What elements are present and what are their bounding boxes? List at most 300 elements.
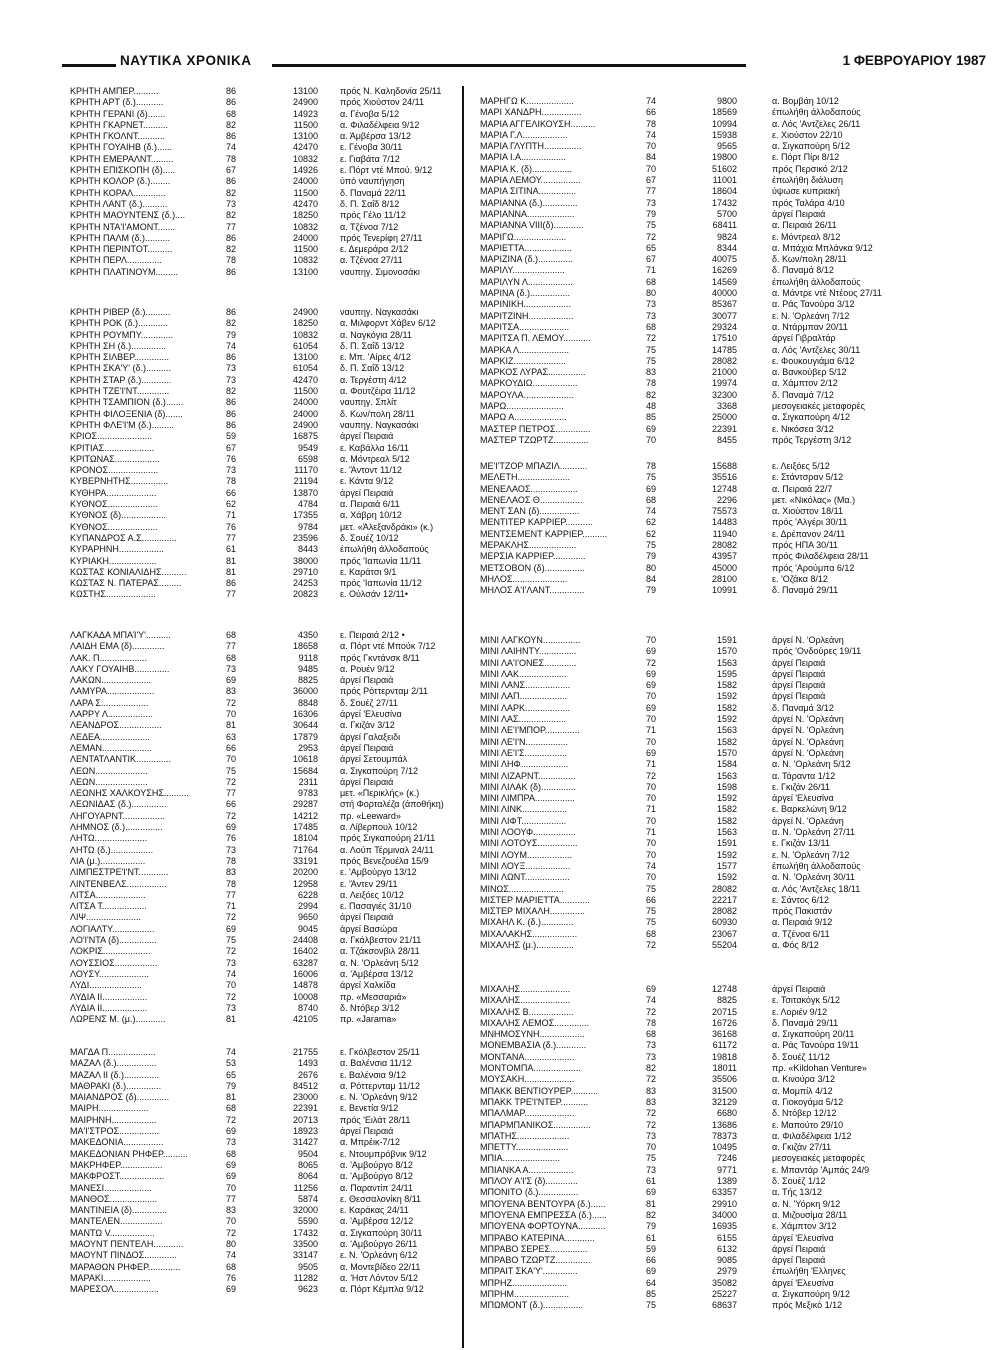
build-year: 74 <box>645 96 656 106</box>
ship-name: ΜΑΡΙΤΣΑ.................... <box>480 321 570 332</box>
tonnage: 4784 <box>297 499 318 510</box>
position-note: α. Βανκούβερ 5/12 <box>772 367 847 378</box>
tonnage: 28082 <box>711 883 737 894</box>
build-year: 81 <box>225 566 236 577</box>
position-note: α. Σιγκαπούρη 30/11 <box>340 1227 423 1238</box>
build-year: 86 <box>225 352 236 363</box>
position-note: δ. Κων/πολη 28/11 <box>772 254 847 265</box>
ship-name: ΛΩΡΕΝΣ Μ. (μ.)............ <box>70 1014 166 1025</box>
position-note: α. Λός 'Αντζελες 26/11 <box>772 118 861 129</box>
build-year: 81 <box>645 1198 656 1209</box>
ship-name: ΜΙΝΙ ΛΑΡΚ.................. <box>480 702 571 713</box>
ship-name: ΛΕΩΝ..................... <box>70 776 148 787</box>
tonnage: 10495 <box>711 1142 737 1153</box>
position-note: α. Σιγκαπούρη 7/12 <box>340 765 419 776</box>
position-note: δ. Σουέζ 10/12 <box>340 532 399 543</box>
build-year: 69 <box>645 483 656 494</box>
tonnage: 16726 <box>711 1017 737 1028</box>
build-year: 73 <box>645 310 656 321</box>
tonnage: 17485 <box>292 822 318 833</box>
build-year: 72 <box>645 333 656 344</box>
tonnage: 15938 <box>711 129 737 140</box>
tonnage: 60930 <box>711 917 737 928</box>
build-year: 69 <box>645 646 656 657</box>
ship-name: ΜΑΡΩ Α..................... <box>480 412 567 423</box>
position-note: πρός Ρόττερνταμ 2/11 <box>340 686 428 697</box>
ship-name: ΜΙΝΙ ΛΙΝΚ.................. <box>480 804 568 815</box>
tonnage: 1592 <box>716 691 737 702</box>
tonnage: 23000 <box>292 1092 318 1103</box>
tonnage: 24000 <box>292 408 318 419</box>
build-year: 68 <box>645 494 656 505</box>
ship-name: ΚΡΗΤΗ ΠΕΡΛ.............. <box>70 255 162 266</box>
ship-name: ΜΑΡΙΑ ΣΙΤΙΝΑ............... <box>480 186 577 197</box>
ship-name: ΜΑΡΚΟΥΔΙΩ.................. <box>480 378 578 389</box>
position-note: δ. Π. Σαΐδ 8/12 <box>340 198 400 209</box>
tonnage: 13686 <box>711 1119 737 1130</box>
position-note: άργεί Ν. 'Ορλεάνη <box>772 815 844 826</box>
ship-name: ΜΙΣΤΕΡ ΜΑΡΙΕΤΤΑ............ <box>480 894 590 905</box>
position-note: ε. Καράκας 24/11 <box>340 1205 409 1216</box>
position-note: πρός Τεργέστη 3/12 <box>772 434 852 445</box>
position-note: πρός Χιούστον 24/11 <box>340 97 424 108</box>
position-note: ε. Βαρκελώνη 9/12 <box>772 804 847 815</box>
build-year: 86 <box>225 232 236 243</box>
ship-name: ΜΙΝΙ ΛΩΝΤ.................. <box>480 872 570 883</box>
ship-name: ΜΑΙΡΗΝΗ.................. <box>70 1114 157 1125</box>
position-note: άργεί Πειραιά <box>340 742 394 753</box>
tonnage: 2979 <box>716 1266 737 1277</box>
position-note: ναυπηγ. Ναγκασάκι <box>340 307 419 317</box>
ship-name: ΚΡΗΤΗ ΣΗ (δ.).............. <box>70 340 167 351</box>
position-note: α. Τεργέστη 4/12 <box>340 374 407 385</box>
position-note: δ. Παναμά 7/12 <box>772 389 834 400</box>
tonnage: 1563 <box>716 827 737 838</box>
build-year: 66 <box>225 742 236 753</box>
position-note: πρός 'Ιαπωνία 11/11 <box>340 555 422 566</box>
ship-name: ΚΥΡΑΡΗΝΗ.................. <box>70 544 164 555</box>
ship-name: ΜΑΖΑΛ (δ.)................ <box>70 1058 157 1069</box>
ship-name: ΜΙΝΙ ΛΑΚ................... <box>480 668 567 679</box>
build-year: 69 <box>645 1187 656 1198</box>
build-year: 71 <box>645 804 656 815</box>
position-note: ε. Τσιτακόγκ 5/12 <box>772 995 840 1006</box>
build-year: 82 <box>225 386 236 397</box>
position-note: πρ. «Jarama» <box>340 1014 397 1025</box>
tonnage: 35082 <box>711 1277 737 1288</box>
ship-name: ΜΕ'Ι'ΤΖΟΡ ΜΠΑΖΙΛ........... <box>480 461 588 471</box>
build-year: 77 <box>225 1193 236 1204</box>
position-note: ε. Δεμεράρα 2/12 <box>340 244 409 255</box>
build-year: 66 <box>225 487 236 498</box>
ship-name: ΜΟΝΤΑΝΑ.................... <box>480 1051 575 1062</box>
position-note: πρός Σιγκαπούρη 21/11 <box>340 833 436 844</box>
position-note: άργεί Σετουμπάλ <box>340 754 408 765</box>
ship-name: ΚΡΗΤΗ ΚΟΛΟΡ (δ.)........ <box>70 176 171 187</box>
build-year: 69 <box>225 822 236 833</box>
tonnage: 16402 <box>292 946 318 957</box>
ship-name: ΜΑΡΙΑΝΝΑ VIII(δ)............ <box>480 220 584 231</box>
build-year: 70 <box>645 714 656 725</box>
position-note: πρός 'Ειλάτ 28/11 <box>340 1114 411 1125</box>
ship-name: ΜΠΙΑ....................... <box>480 1153 561 1164</box>
build-year: 77 <box>225 889 236 900</box>
tonnage: 40000 <box>711 288 737 299</box>
position-note: α. Βομβάη 10/12 <box>772 96 839 106</box>
tonnage: 42470 <box>292 198 318 209</box>
ship-name: ΛΟΥΣΣΙΟΣ................. <box>70 957 158 968</box>
build-year: 82 <box>645 1063 656 1074</box>
tonnage: 15688 <box>711 461 737 471</box>
position-note: α. Μπάχια Μπλάνκα 9/12 <box>772 242 873 253</box>
tonnage: 9085 <box>716 1255 737 1266</box>
tonnage: 11500 <box>293 386 318 397</box>
build-year: 74 <box>225 142 236 153</box>
tonnage: 6598 <box>297 453 318 464</box>
position-note: δ. Παναμά 3/12 <box>772 702 834 713</box>
build-year: 74 <box>225 1047 236 1057</box>
build-year: 75 <box>645 883 656 894</box>
build-year: 82 <box>225 244 236 255</box>
tonnage: 11500 <box>293 187 318 198</box>
build-year: 70 <box>645 793 656 804</box>
build-year: 68 <box>225 652 236 663</box>
position-note: α. Μόντρεαλ 5/12 <box>340 453 410 464</box>
ship-name: ΛΑΙΔΗ ΕΜΑ (δ)............. <box>70 641 165 652</box>
ship-name: ΜΙΝΙ ΛΙΦΤ.................. <box>480 815 567 826</box>
tonnage: 10832 <box>292 221 318 232</box>
tonnage: 9623 <box>297 1284 318 1295</box>
tonnage: 8064 <box>297 1171 318 1182</box>
ship-name: ΜΑΖΑΛ ΙΙ (δ.).............. <box>70 1069 160 1080</box>
build-year: 80 <box>645 288 656 299</box>
ship-name: ΚΡΗΤΗ ΦΛΕ'Ι'Μ (δ.)......... <box>70 419 175 430</box>
position-note: δ. Π. Σαΐδ 13/12 <box>340 363 405 374</box>
tonnage: 8455 <box>716 434 737 445</box>
tonnage: 10991 <box>711 585 737 596</box>
ship-name: ΛΕΝΤΑΤΛΑΝΤΙΚ.............. <box>70 754 172 765</box>
build-year: 73 <box>225 957 236 968</box>
ship-name: ΜΠΡΑΙΤ ΣΚΑ'Υ'.............. <box>480 1266 578 1277</box>
position-note: μετ. «Νικόλας» (Μα.) <box>772 494 856 505</box>
position-note: α. Άμβέρσα 13/12 <box>340 131 411 142</box>
position-note: άργεί Χαλκίδα <box>340 980 396 991</box>
ship-name: ΜΟΥΣΑΚΗ.................... <box>480 1074 575 1085</box>
ship-name: ΜΑΝΤΙΝΕΙΑ (δ).............. <box>70 1205 168 1216</box>
build-year: 75 <box>645 1153 656 1164</box>
build-year: 70 <box>645 635 656 645</box>
position-note: πρός 'Αρούμπα 6/12 <box>772 562 855 573</box>
tonnage: 18011 <box>712 1063 737 1074</box>
build-year: 81 <box>225 720 236 731</box>
tonnage: 43957 <box>711 551 737 562</box>
build-year: 72 <box>645 1108 656 1119</box>
position-note: πρ. «Leeward» <box>340 810 401 821</box>
tonnage: 32129 <box>711 1096 737 1107</box>
position-note: α. Ράς Τανούρα 3/12 <box>772 299 855 310</box>
ship-name: ΛΥΔΙ..................... <box>70 980 142 991</box>
ship-name: ΚΥΠΑΝΔΡΟΣ Α.Σ.............. <box>70 532 177 543</box>
position-note: ε. Γκιζάν 26/11 <box>772 781 830 792</box>
tonnage: 7246 <box>716 1153 737 1164</box>
tonnage: 9771 <box>716 1164 737 1175</box>
tonnage: 18569 <box>711 107 737 118</box>
ship-name: ΜΑΡΙΛΥ..................... <box>480 265 565 276</box>
ship-name: ΜΑΡΙΝΑ (δ.)................ <box>480 288 571 299</box>
position-note: α. Λειξόες 10/12 <box>340 889 404 900</box>
position-note: α. Πόρτ ντέ Μπούκ 7/12 <box>340 641 436 652</box>
build-year: 73 <box>225 374 236 385</box>
tonnage: 9549 <box>297 442 318 453</box>
tonnage: 15684 <box>292 765 318 776</box>
ship-name: ΛΙΝΤΕΝΒΕΛΣ................ <box>70 878 167 889</box>
build-year: 73 <box>645 299 656 310</box>
tonnage: 1582 <box>716 680 737 691</box>
position-note: α. Λός 'Αντζελες 18/11 <box>772 883 861 894</box>
position-note: α. Τζένοα 6/11 <box>772 928 830 939</box>
position-note: α. Πειραιά 22/7 <box>772 483 833 494</box>
position-note: α. Λούπ Τέρμιναλ 24/11 <box>340 844 434 855</box>
ship-name: ΜΙΝΙ ΛΑ'Ι'ΟΝΕΣ............. <box>480 657 577 668</box>
tonnage: 28082 <box>711 906 737 917</box>
build-year: 73 <box>225 363 236 374</box>
position-note: α. 'Ηστ Λόντον 5/12 <box>340 1272 419 1283</box>
tonnage: 18604 <box>711 186 737 197</box>
position-note: ναυπηγ. Ναγκασάκι <box>340 419 419 430</box>
ship-name: ΜΠΡΑΒΟ ΣΕΡΕΣ............... <box>480 1243 588 1254</box>
position-note: α. Ν. 'Ορλεάνη 27/11 <box>772 827 855 838</box>
tonnage: 14785 <box>711 344 737 355</box>
build-year: 72 <box>645 1074 656 1085</box>
ship-name: ΜΙΝΙ ΛΟΥΞ.................. <box>480 860 571 871</box>
position-note: πρός Τενερίφη 27/11 <box>340 232 423 243</box>
position-note: ε. Πόρτ Πίρι 8/12 <box>772 152 840 163</box>
build-year: 74 <box>645 129 656 140</box>
position-note: άργεί Πειραιά <box>340 912 394 923</box>
build-year: 74 <box>645 506 656 517</box>
tonnage: 75573 <box>711 506 737 517</box>
ship-name: ΚΡΗΤΗ ΡΟΚ (δ.)............ <box>70 318 169 329</box>
tonnage: 9650 <box>297 912 318 923</box>
tonnage: 61054 <box>292 363 318 374</box>
position-note: δ. Κων/πολη 28/11 <box>340 408 415 419</box>
build-year: 62 <box>645 528 656 539</box>
ship-name: ΚΡΗΤΗ ΛΑΝΤ (δ.).......... <box>70 198 168 209</box>
position-note: έπωλήθη άλλοδαπούς <box>340 544 429 555</box>
build-year: 77 <box>225 589 236 600</box>
ship-name: ΜΑΡΙΓΩ..................... <box>480 231 567 242</box>
ship-name: ΜΟΝΤΟΜΠΑ................... <box>480 1063 581 1074</box>
build-year: 84 <box>645 573 656 584</box>
build-year: 80 <box>225 1239 236 1250</box>
tonnage: 8848 <box>297 697 318 708</box>
build-year: 72 <box>645 1006 656 1017</box>
ship-name: ΜΑ'Ι'ΣΤΡΟΣ................ <box>70 1126 160 1137</box>
build-year: 73 <box>645 197 656 208</box>
build-year: 83 <box>225 1205 236 1216</box>
position-note: ε. Χάμπτον 3/12 <box>772 1221 837 1232</box>
ship-name: ΜΑΝΘΟΣ................... <box>70 1193 158 1204</box>
build-year: 68 <box>225 1261 236 1272</box>
position-note: έπωλήθη άλλοδαπούς <box>772 107 861 118</box>
position-note: α. Μιλφορντ Χάβεν 6/12 <box>340 318 436 329</box>
build-year: 75 <box>645 220 656 231</box>
ship-name: ΜΠΡΗΜ...................... <box>480 1289 570 1300</box>
build-year: 70 <box>225 980 236 991</box>
tonnage: 84512 <box>292 1080 318 1091</box>
build-year: 85 <box>645 1289 656 1300</box>
position-note: α. Λίβερπουλ 10/12 <box>340 822 418 833</box>
ship-name: ΜΙΝΙ ΛΕ'Ι'Ν................. <box>480 736 568 747</box>
ship-name: ΚΡΗΤΗ ΕΠΙΣΚΟΠΗ (δ)..... <box>70 165 176 176</box>
ship-name: ΛΥΔΙΑ ΙΙ.................. <box>70 991 148 1002</box>
position-note: ε. 'Αμβούργο 13/12 <box>340 867 417 878</box>
tonnage: 85367 <box>711 299 737 310</box>
position-note: ε. Ν. 'Ορλεάνη 9/12 <box>340 1092 418 1103</box>
tonnage: 11170 <box>294 465 318 476</box>
tonnage: 1570 <box>716 747 737 758</box>
position-note: άργεί Πειραιά <box>772 657 826 668</box>
ship-name: ΜΙΝΙ ΛΕ'Ι'ΜΠΟΡ.............. <box>480 725 580 736</box>
build-year: 83 <box>645 1096 656 1107</box>
build-year: 73 <box>645 1130 656 1141</box>
build-year: 68 <box>225 108 236 119</box>
ship-name: ΜΗΛΟΣ...................... <box>480 573 568 584</box>
build-year: 82 <box>225 210 236 221</box>
ship-name: ΛΑΡΑ Σ................... <box>70 697 149 708</box>
position-note: άργεί Πειραιά <box>772 680 826 691</box>
position-note: α. Λός 'Αντζελες 30/11 <box>772 344 861 355</box>
ship-name: ΜΑΟΥΝΤ ΠΙΝΔΟΣ............. <box>70 1250 177 1261</box>
ship-name: ΜΑΘΡΑΚΙ (δ.).............. <box>70 1080 162 1091</box>
position-note: πρός Φιλαδέλφεια 28/11 <box>772 551 869 562</box>
position-note: α. Ν. 'Ορλεάνη 5/12 <box>772 759 851 770</box>
build-year: 79 <box>225 329 236 340</box>
ship-name: ΜΑΝΕΣΙ................... <box>70 1182 152 1193</box>
tonnage: 14923 <box>292 108 318 119</box>
position-note: πρός Πακιστάν <box>772 906 833 917</box>
position-note: άργεί Πειραιά <box>772 984 826 994</box>
build-year: 72 <box>225 1227 236 1238</box>
ship-name: ΜΕΝΕΛΑΟΣ................... <box>480 483 578 494</box>
build-year: 73 <box>225 1137 236 1148</box>
position-note: ε. Νικόσεα 3/12 <box>772 423 834 434</box>
tonnage: 1595 <box>716 668 737 679</box>
position-note: ε. Λειξόες 5/12 <box>772 461 830 471</box>
ship-name: ΛΙΨ...................... <box>70 912 142 923</box>
ship-name: ΜΑΡΙ ΧΑΝΔΡΗ................ <box>480 107 582 118</box>
position-note: δ. Σουέζ 1/12 <box>772 1176 826 1187</box>
ship-name: ΜΑΡΙΤΣΑ Π. ΛΕΜΟΥ........... <box>480 333 591 344</box>
position-note: α. Φός 8/12 <box>772 940 819 951</box>
tonnage: 28082 <box>711 540 737 551</box>
build-year: 73 <box>225 663 236 674</box>
ship-name: ΜΑΚΕΔΟΝΙΑ................ <box>70 1137 164 1148</box>
build-year: 71 <box>645 725 656 736</box>
tonnage: 9784 <box>297 521 318 532</box>
ship-name: ΜΠΟΥΕΝΑ ΕΜΠΡΕΣΣΑ (δ.)...... <box>480 1209 607 1220</box>
tonnage: 16306 <box>292 709 318 720</box>
build-year: 79 <box>645 585 656 596</box>
position-note: α. Ν. 'Υόρκη 9/12 <box>772 1198 841 1209</box>
ship-name: ΛΟΓΙΑΛΤΥ................. <box>70 923 155 934</box>
tonnage: 35516 <box>711 472 737 483</box>
build-year: 81 <box>225 1092 236 1103</box>
tonnage: 13100 <box>292 352 318 363</box>
build-year: 77 <box>225 221 236 232</box>
tonnage: 33500 <box>292 1239 318 1250</box>
tonnage: 16269 <box>711 265 737 276</box>
build-year: 63 <box>225 731 236 742</box>
position-note: α. Φουτζέιρα 11/12 <box>340 386 416 397</box>
tonnage: 8740 <box>297 1002 318 1013</box>
ship-name: ΜΙΧΑΛΑΚΗΣ.................. <box>480 928 578 939</box>
tonnage: 55204 <box>711 940 737 951</box>
build-year: 79 <box>645 208 656 219</box>
ship-name: ΜΙΧΑΛΗΣ.................... <box>480 995 571 1006</box>
position-note: α. 'Αμβούργο 8/12 <box>340 1171 413 1182</box>
tonnage: 68411 <box>712 220 737 231</box>
tonnage: 12748 <box>711 483 737 494</box>
tonnage: 51602 <box>711 163 737 174</box>
build-year: 69 <box>645 423 656 434</box>
ship-name: ΜΠΟΥΕΝΑ ΒΕΝΤΟΥΡΑ (δ.)...... <box>480 1198 606 1209</box>
build-year: 82 <box>645 1209 656 1220</box>
tonnage: 10994 <box>711 118 737 129</box>
tonnage: 29287 <box>292 799 318 810</box>
build-year: 78 <box>645 378 656 389</box>
position-note: μεσογειακές μεταφορές <box>772 1153 865 1164</box>
build-year: 61 <box>645 1176 656 1187</box>
tonnage: 1570 <box>716 646 737 657</box>
ship-name: ΛΕΔΕΑ.................... <box>70 731 151 742</box>
build-year: 86 <box>225 97 236 108</box>
ship-name: ΛΑΚΥ ΓΟΥΑΙΗΒ.............. <box>70 663 170 674</box>
position-note: ε. Γκόλβεστον 25/11 <box>340 1047 420 1057</box>
tonnage: 29910 <box>711 1198 737 1209</box>
tonnage: 19974 <box>711 378 737 389</box>
ship-name: ΜΑΡΙΤΖΙΝΗ.................. <box>480 310 574 321</box>
build-year: 70 <box>645 838 656 849</box>
position-note: α. Ναγκόγια 28/11 <box>340 329 412 340</box>
tonnage: 1592 <box>716 714 737 725</box>
tonnage: 11001 <box>712 175 737 186</box>
tonnage: 21755 <box>292 1047 318 1057</box>
tonnage: 18250 <box>292 210 318 221</box>
ship-name: ΜΙΝΙ ΛΙΛΑΚ (δ).............. <box>480 781 577 792</box>
ship-name: ΜΑΡΙΕΤΤΑ................... <box>480 242 572 253</box>
build-year: 70 <box>645 434 656 445</box>
position-note: α. Τζένοα 27/11 <box>340 255 403 266</box>
position-note: άργεί Ν. 'Ορλεάνη <box>772 725 844 736</box>
ship-name: ΛΕΑΝΔΡΟΣ................. <box>70 720 162 731</box>
position-note: α. Γκάλβεστον 21/11 <box>340 935 422 946</box>
tonnage: 78373 <box>711 1130 737 1141</box>
build-year: 73 <box>225 198 236 209</box>
position-note: άργεί Πειραιά <box>772 691 826 702</box>
position-note: ε. Μόντρεαλ 8/12 <box>772 231 841 242</box>
tonnage: 18250 <box>292 318 318 329</box>
build-year: 85 <box>645 412 656 423</box>
build-year: 72 <box>645 1119 656 1130</box>
position-note: άργεί 'Ελευσίνα <box>772 1277 834 1288</box>
position-note: α. Μάντρε ντέ Ντέους 27/11 <box>772 288 882 299</box>
position-note: α. Ρόττερνταμ 11/12 <box>340 1080 420 1091</box>
build-year: 75 <box>645 1300 656 1311</box>
tonnage: 22391 <box>711 423 737 434</box>
build-year: 71 <box>645 759 656 770</box>
position-note: πρός Ταλάρα 4/10 <box>772 197 845 208</box>
